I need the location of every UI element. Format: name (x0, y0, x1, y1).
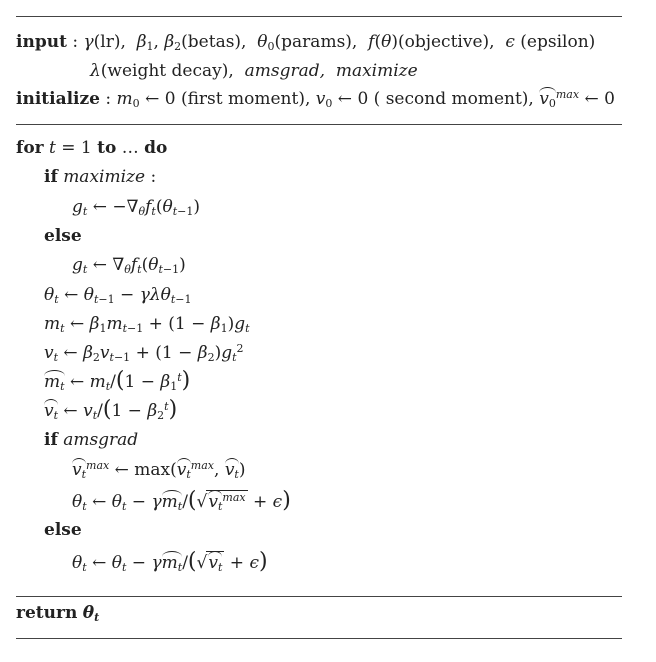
kw-if-1: if (44, 167, 58, 187)
bias-corr-v-line: $v_t$ ← $v_t/(1 - \beta_2^t)$ (44, 397, 178, 422)
else-line-2 (44, 519, 82, 541)
sup-max-2: max (86, 459, 110, 472)
top-rule (16, 16, 622, 17)
cond-maximize: maximize (63, 167, 146, 187)
kw-for: for (16, 138, 44, 158)
if-maximize-line: if maximize : (44, 167, 157, 187)
param-params: (params), (274, 32, 358, 52)
param-betas: (betas), (181, 32, 247, 52)
init-first-moment: (first moment), (180, 89, 311, 109)
param-epsilon: (epsilon) (520, 32, 596, 52)
kw-do: do (144, 138, 168, 158)
param-maximize: maximize (335, 61, 418, 81)
input-line-1: input : γ(lr), $\beta_1$, $\beta_2(betas)$, $\theta_0(params)$, f(θ)(objective), ϵ (epsilon) (16, 32, 596, 53)
second-moment-line: $v_t$ ← $\beta_2v_{t-1} + (1 - \beta_2)g_t^2$ (44, 342, 244, 364)
grad-neg-line: $g_t$ ← $-\nabla_\theta f_t(\theta_{t-1})$ (72, 197, 200, 218)
update-line: $\theta_t$ ← $\theta_t - \gamma m_t/(√v_t + \epsilon)$ (72, 549, 268, 574)
else-line-1 (44, 225, 82, 247)
sup-max-3: max (190, 459, 214, 472)
bottom-rule-2 (16, 638, 622, 639)
kw-else-1: else (44, 226, 82, 246)
init-second-moment: ( second moment), (373, 89, 534, 109)
vmax-line: $v_t^{max}$ ← $\max(v_t^{max}$, $v_t$) (72, 459, 246, 481)
kw-return: return (16, 603, 78, 623)
initialize-line: initialize : $m_0$ ← 0 (first moment), $v_0$ ← 0 ( second moment), $v_0^{max}$ ← 0 (16, 88, 615, 110)
first-moment-line: $m_t$ ← $\beta_1m_{t-1} + (1 - \beta_1)g_t$ (44, 314, 250, 335)
for-line: for t = 1 to … do (16, 138, 168, 158)
grad-pos-line: $g_t$ ← $\nabla_\theta f_t(\theta_{t-1})$ (72, 255, 186, 276)
param-weight-decay: (weight decay), (100, 61, 234, 81)
weight-decay-line: $\theta_t$ ← $\theta_{t-1} - \gamma\lambda\theta_{t-1}$ (44, 285, 192, 306)
input-label: input (16, 32, 67, 52)
middle-rule (16, 124, 622, 125)
input-line-2: λ(weight decay), amsgrad, maximize (90, 61, 418, 81)
bottom-rule-1 (16, 596, 622, 597)
sup-max-4: max (222, 491, 246, 504)
kw-else-2: else (44, 520, 82, 540)
param-amsgrad: amsgrad, (244, 61, 326, 81)
sup-max: max (555, 88, 580, 101)
param-lr: (lr), (93, 32, 126, 52)
kw-if-2: if (44, 430, 58, 450)
kw-to: to (97, 138, 117, 158)
if-amsgrad-line (44, 429, 138, 451)
return-line: return $\theta_t$ (16, 603, 100, 624)
param-objective: (objective), (397, 32, 495, 52)
update-amsgrad-line: $\theta_t$ ← $\theta_t - \gamma m_t/(√v_t^{max} + \epsilon)$ (72, 488, 291, 513)
bias-corr-m-line: $m_t$ ← $m_t/(1 - \beta_1^t)$ (44, 368, 191, 393)
cond-amsgrad: amsgrad (63, 430, 139, 450)
initialize-label: initialize (16, 89, 100, 109)
